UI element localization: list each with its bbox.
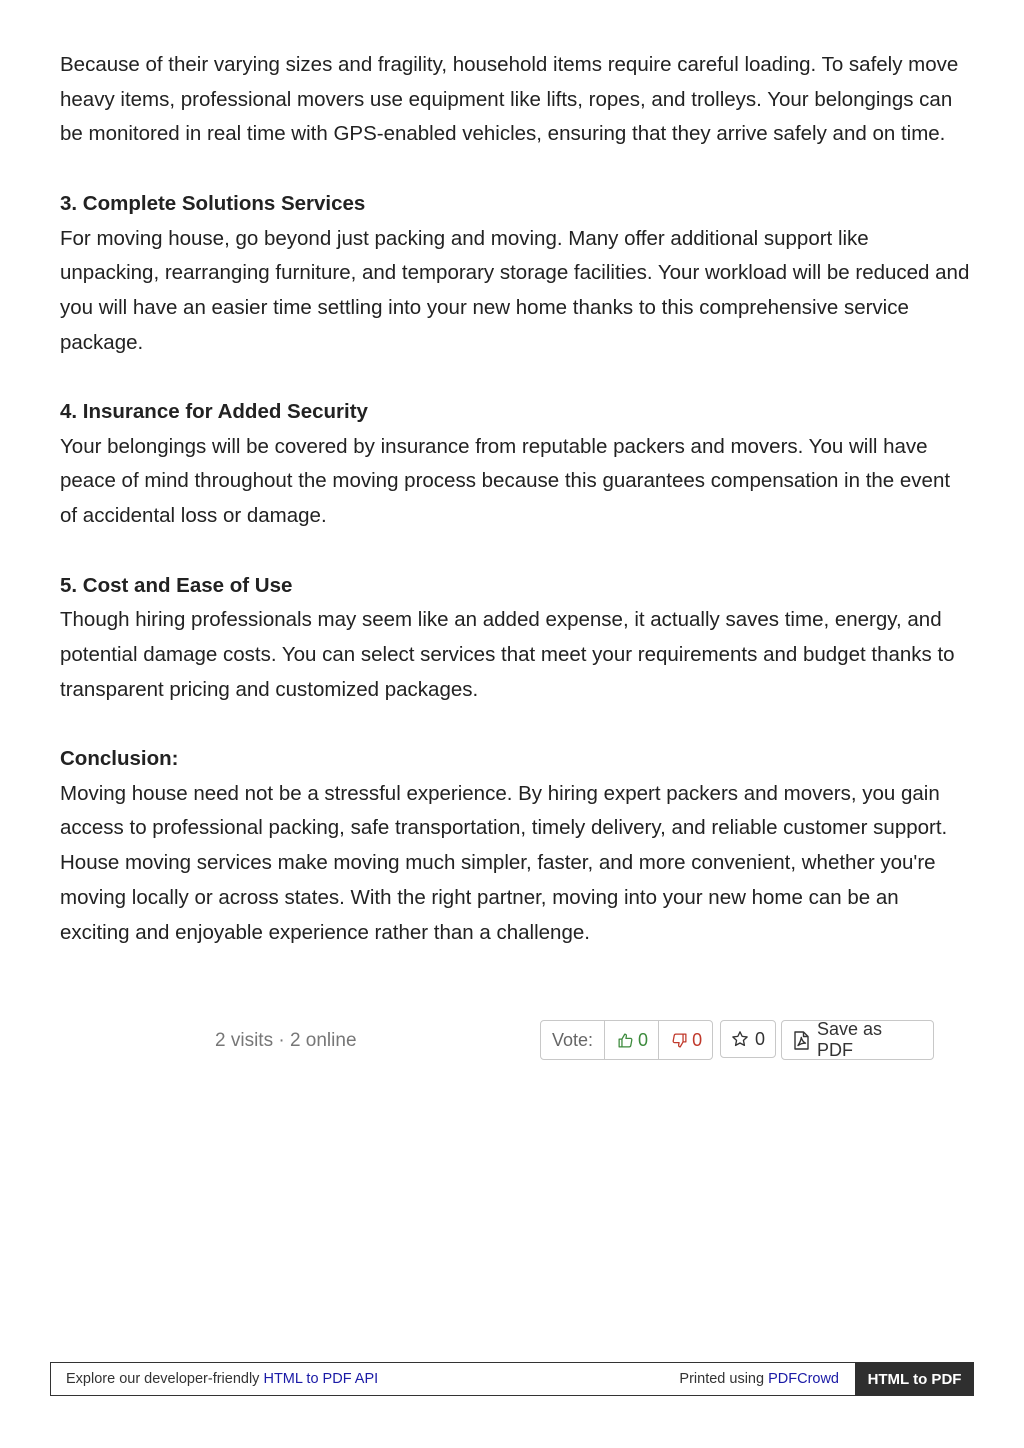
save-as-pdf-label: Save as PDF <box>817 1019 883 1060</box>
vote-label: Vote: <box>541 1021 605 1059</box>
section-body: For moving house, go beyond just packing and moving. Many offer additional support like unpacking, rearranging furniture, and temporary storage facilities. Your workload will be reduced and you will have an easier time settling into your new home thanks to this comprehensive service package. <box>60 226 970 354</box>
vote-group <box>540 1020 713 1060</box>
downvote-button[interactable] <box>659 1021 712 1059</box>
visit-stats: 2 visits · 2 online <box>215 1030 357 1051</box>
html-to-pdf-button[interactable]: HTML to PDF <box>855 1362 974 1396</box>
html-to-pdf-api-link[interactable]: HTML to PDF API <box>263 1371 379 1387</box>
article-content <box>60 48 970 950</box>
print-footer <box>50 1362 974 1396</box>
intro-paragraph: Because of their varying sizes and fragility, household items require careful loading. To safely move heavy items, professional movers use equipment like lifts, ropes, and trolleys. Your belongings can be monitored in real time with GPS-enabled vehicles, ensuring that they arrive safely and on time. <box>60 53 959 146</box>
section-heading: 4. Insurance for Added Security <box>60 400 368 423</box>
section-heading: 3. Complete Solutions Services <box>60 191 366 215</box>
conclusion-body: Moving house need not be a stressful experience. By hiring expert packers and movers, you gain access to professional packing, safe transportation, timely delivery, and reliable customer support. House moving services make moving much simpler, faster, and more convenient, whether you're moving locally or across states. With the right partner, moving into your new home can be an exciting and enjoyable experience rather than a challenge. <box>60 781 948 944</box>
section-heading: 5. Cost and Ease of Use <box>60 573 293 597</box>
star-icon <box>731 1030 749 1048</box>
thumbs-up-icon <box>617 1032 634 1049</box>
star-button[interactable] <box>720 1020 776 1058</box>
upvote-button[interactable] <box>605 1021 659 1059</box>
pdfcrowd-link[interactable]: PDFCrowd <box>768 1371 839 1387</box>
footer-left-text: Explore our developer-friendly <box>66 1371 264 1387</box>
footer-left <box>66 1371 378 1387</box>
conclusion-heading: Conclusion: <box>60 747 179 770</box>
thumbs-down-icon <box>671 1032 688 1049</box>
section-body: Though hiring professionals may seem like an added expense, it actually saves time, energy, and potential damage costs. You can select services that meet your requirements and budget thanks to transparent pricing and customized packages. <box>60 608 955 701</box>
upvote-count: 0 <box>638 1029 649 1050</box>
footer-right <box>679 1371 839 1387</box>
star-count: 0 <box>755 1028 766 1049</box>
downvote-count: 0 <box>692 1029 703 1050</box>
pdf-file-icon <box>794 1031 809 1050</box>
footer-right-text: Printed using <box>679 1371 769 1387</box>
save-as-pdf-button[interactable] <box>781 1020 934 1060</box>
vote-toolbar <box>0 1020 1024 1060</box>
section-body: Your belongings will be covered by insurance from reputable packers and movers. You will have peace of mind throughout the moving process because this guarantees compensation in the event of accidental loss or damage. <box>60 434 951 528</box>
